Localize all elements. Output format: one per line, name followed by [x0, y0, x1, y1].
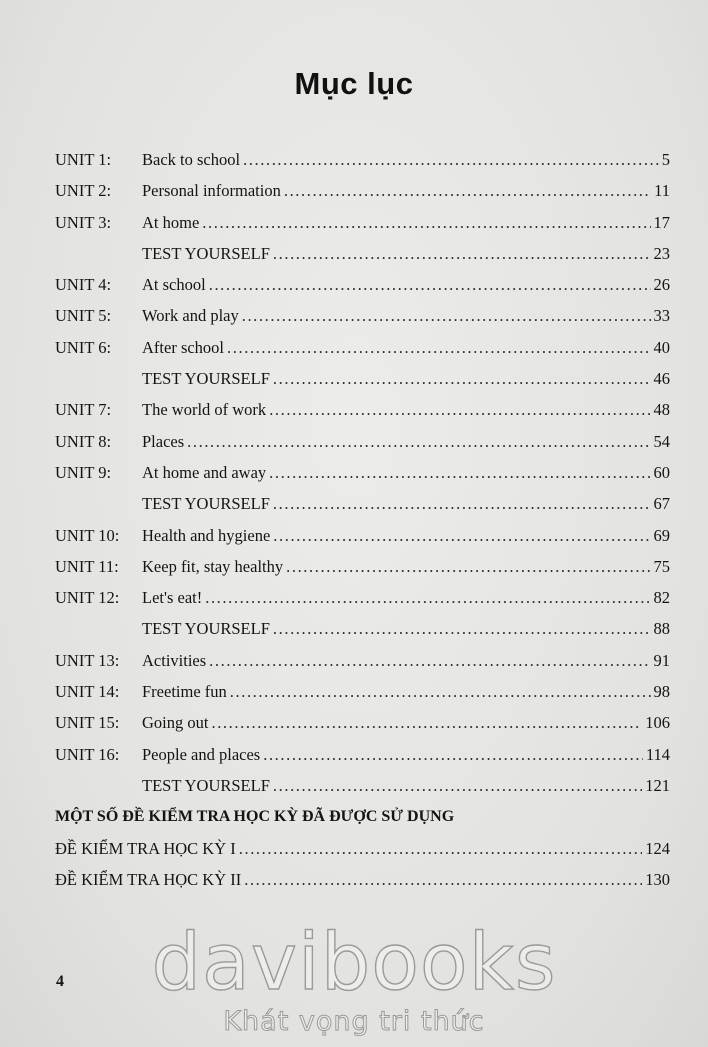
toc-page-number: 91: [653, 650, 670, 670]
toc-page-number: 88: [653, 619, 670, 639]
toc-entry-title: At school: [142, 275, 206, 295]
toc-row: [55, 238, 670, 269]
toc-entry-title: Freetime fun: [142, 682, 227, 702]
dot-leader: [230, 676, 651, 707]
toc-entry-title: Places: [142, 431, 185, 451]
toc-entry-title: Work and play: [142, 306, 239, 326]
toc-row: [55, 833, 670, 864]
toc-entry-title: TEST YOURSELF: [142, 243, 270, 263]
toc-unit-label: UNIT 5:: [55, 306, 112, 326]
toc-entry-title: TEST YOURSELF: [142, 369, 270, 389]
toc-page-number: 33: [653, 306, 670, 326]
toc-page-number: 67: [653, 494, 670, 514]
toc-page-number: 106: [645, 713, 670, 733]
toc-entry-title: Let's eat!: [142, 588, 203, 608]
toc-entry-title: People and places: [142, 744, 261, 764]
toc-page-number: 5: [661, 150, 670, 169]
toc-page-number: 26: [653, 275, 670, 295]
toc-unit-label: UNIT 2:: [55, 181, 112, 201]
dot-leader: [273, 520, 650, 551]
toc-page-number: 17: [653, 212, 670, 232]
toc-unit-label: UNIT 3:: [55, 212, 112, 232]
toc-row: [55, 488, 670, 519]
toc-page-number: 40: [653, 337, 670, 357]
toc-page-number: 60: [653, 462, 670, 482]
dot-leader: [273, 363, 651, 394]
toc-page-number: 130: [645, 869, 670, 889]
dot-leader: [209, 269, 651, 300]
toc-row: [55, 551, 670, 582]
toc-page-number: 46: [653, 369, 670, 389]
toc-unit-label: UNIT 1:: [55, 150, 112, 169]
toc-row: [55, 300, 670, 331]
dot-leader: [209, 645, 650, 676]
toc-row: [55, 207, 670, 238]
toc-page-number: 82: [653, 588, 670, 608]
toc-page-number: 48: [653, 400, 670, 420]
watermark-brand: davibooks: [151, 918, 557, 1008]
toc-row: [55, 676, 670, 707]
dot-leader: [242, 300, 651, 331]
page-number: 4: [56, 973, 64, 990]
dot-leader: [286, 551, 650, 582]
toc-entry-title: Keep fit, stay healthy: [142, 556, 284, 576]
toc-unit-label: UNIT 16:: [55, 744, 120, 764]
toc-row: [55, 363, 670, 394]
toc-row: [55, 613, 670, 644]
toc-page-number: 54: [653, 431, 670, 451]
toc-page-number: 114: [645, 744, 670, 764]
toc-page-number: 69: [653, 525, 670, 545]
toc-unit-label: UNIT 11:: [55, 556, 119, 576]
toc-row: [55, 770, 670, 801]
toc-entry-title: Personal information: [142, 181, 281, 201]
toc-unit-label: UNIT 15:: [55, 713, 120, 733]
toc-entry-title: At home and away: [142, 462, 267, 482]
toc-entry-title: At home: [142, 212, 200, 232]
toc-entry-title: TEST YOURSELF: [142, 619, 270, 639]
toc-entries: [55, 144, 670, 801]
toc-row: [55, 332, 670, 363]
toc-entry-title: After school: [142, 337, 225, 357]
toc-row: [55, 269, 670, 300]
toc-entry-title: Back to school: [142, 150, 241, 169]
toc-page-number: 98: [653, 682, 670, 702]
toc-row: [55, 864, 670, 895]
dot-leader: [211, 707, 642, 738]
toc-row: [55, 707, 670, 738]
table-of-contents: [55, 144, 670, 895]
toc-entry-title: ĐỀ KIỂM TRA HỌC KỲ I: [55, 838, 236, 858]
toc-page-number: 11: [654, 181, 670, 201]
toc-page-number: 121: [645, 775, 670, 795]
toc-entry-title: Going out: [142, 713, 209, 733]
toc-page-number: 124: [645, 838, 670, 858]
toc-unit-label: UNIT 12:: [55, 588, 120, 608]
toc-unit-label: UNIT 14:: [55, 682, 120, 702]
toc-row: [55, 645, 670, 676]
page-title: Mục lục: [294, 66, 414, 101]
toc-unit-label: UNIT 13:: [55, 650, 120, 670]
toc-row: [55, 520, 670, 551]
dot-leader: [273, 613, 651, 644]
dot-leader: [273, 488, 651, 519]
toc-unit-label: UNIT 8:: [55, 431, 112, 451]
dot-leader: [239, 833, 643, 864]
toc-entry-title: The world of work: [142, 400, 267, 420]
dot-leader: [202, 207, 650, 238]
toc-entry-title: Health and hygiene: [142, 525, 271, 545]
dot-leader: [263, 739, 643, 770]
dot-leader: [273, 238, 651, 269]
toc-entry-title: ĐỀ KIỂM TRA HỌC KỲ II: [55, 869, 242, 889]
dot-leader: [269, 394, 650, 425]
toc-page-number: 23: [653, 243, 670, 263]
toc-unit-label: UNIT 4:: [55, 275, 112, 295]
toc-row: [55, 739, 670, 770]
toc-unit-label: UNIT 9:: [55, 462, 112, 482]
watermark-slogan: Khát vọng tri thức: [223, 1006, 485, 1037]
toc-row: [55, 457, 670, 488]
toc-row: [55, 426, 670, 457]
dot-leader: [187, 426, 650, 457]
toc-row: [55, 582, 670, 613]
toc-entry-title: TEST YOURSELF: [142, 775, 270, 795]
toc-unit-label: UNIT 6:: [55, 337, 112, 357]
dot-leader: [227, 332, 650, 363]
exam-entries: [55, 833, 670, 896]
dot-leader: [243, 144, 659, 175]
toc-page-number: 75: [653, 556, 670, 576]
dot-leader: [273, 770, 642, 801]
toc-row: [55, 144, 670, 175]
toc-entry-title: TEST YOURSELF: [142, 494, 270, 514]
toc-unit-label: UNIT 7:: [55, 400, 112, 420]
dot-leader: [205, 582, 650, 613]
section-heading: MỘT SỐ ĐỀ KIỂM TRA HỌC KỲ ĐÃ ĐƯỢC SỬ DỤNG: [55, 808, 455, 826]
toc-unit-label: UNIT 10:: [55, 525, 120, 545]
toc-row: [55, 175, 670, 206]
dot-leader: [269, 457, 650, 488]
toc-entry-title: Activities: [142, 650, 207, 670]
toc-row: [55, 394, 670, 425]
dot-leader: [284, 175, 651, 206]
dot-leader: [244, 864, 642, 895]
